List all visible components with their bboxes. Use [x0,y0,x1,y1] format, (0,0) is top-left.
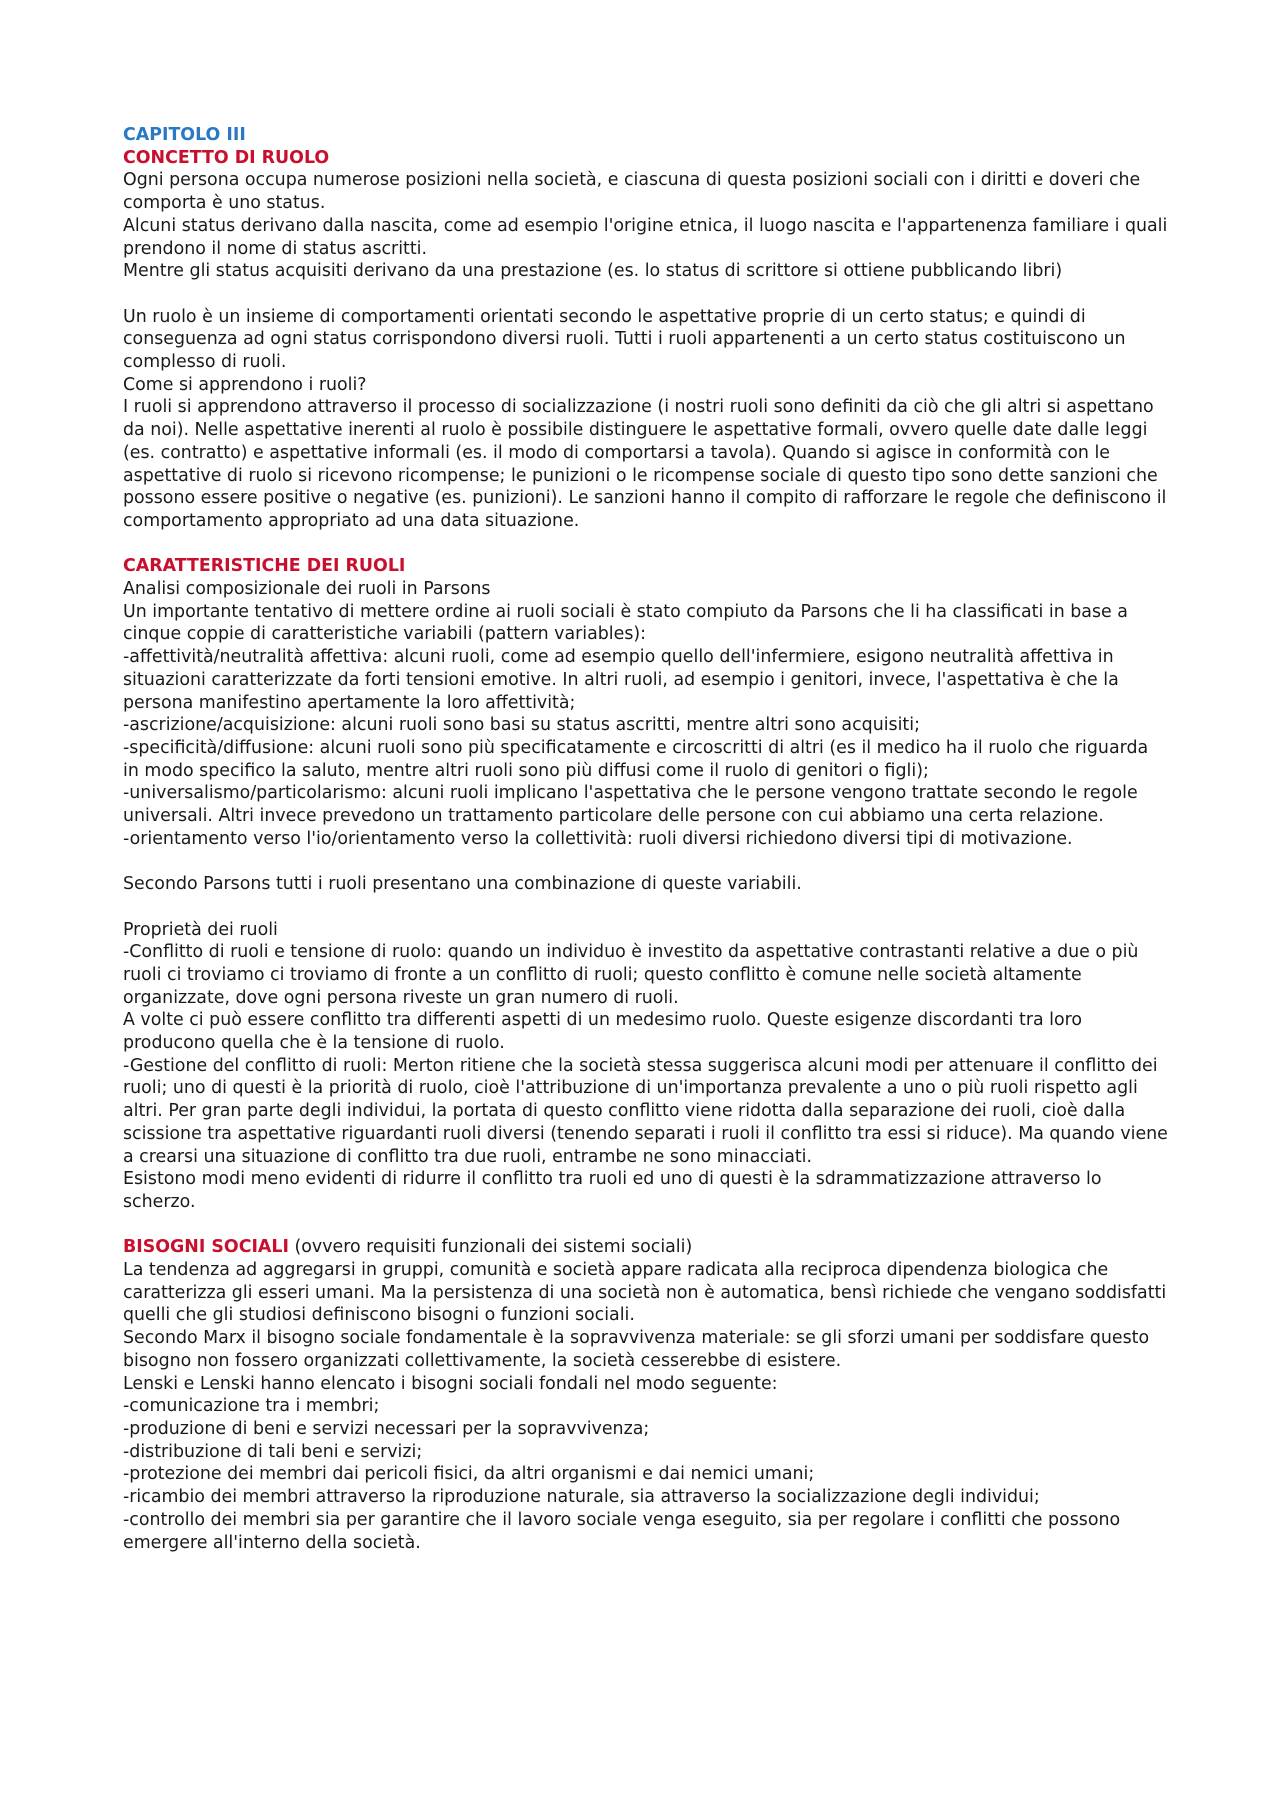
list-item: -comunicazione tra i membri; [123,1396,380,1417]
blank-line [123,850,1168,873]
section-title-concetto-di-ruolo: CONCETTO DI RUOLO [123,147,330,168]
list-item: -Gestione del conflitto di ruoli: Merton ritiene che la società stessa suggerisca alcuni modi per attenuare il conflitto dei ruoli; uno di questi è la priorità di ruolo, cioè l'attribuzione di un'importanza prevalente a uno o più ruoli rispetto agli altri. Per gran parte degli individui, la portata di questo conflitto viene ridotta dalla separazione dei ruoli, cioè dalla scissione tra aspettative riguardanti ruoli diversi (tenendo separati i ruoli il conflitto tra essi si riduce). Ma quando viene a crearsi una situazione di conflitto tra due ruoli, entrambe ne sono minacciati. [123,1055,1168,1167]
chapter-title: CAPITOLO III [123,125,246,145]
paragraph: Esistono modi meno evidenti di ridurre il conflitto tra ruoli ed uno di questi è la sdrammatizzazione attraverso lo scherzo. [123,1169,1102,1212]
paragraph: La tendenza ad aggregarsi in gruppi, comunità e società appare radicata alla reciproca dipendenza biologica che caratterizza gli esseri umani. Ma la persistenza di una società non è automatica, bensì richiede che vengano soddisfatti quelli che gli studiosi definiscono bisogni o funzioni sociali. [123,1260,1167,1326]
list-item: -distribuzione di tali beni e servizi; [123,1441,423,1462]
paragraph: Ogni persona occupa numerose posizioni nella società, e ciascuna di questa posizioni sociali con i diritti e doveri che comporta è uno status. [123,170,1141,214]
list-item: -orientamento verso l'io/orientamento verso la collettività: ruoli diversi richiedono diversi tipi di motivazione. [123,828,1073,849]
subheading: Proprietà dei ruoli [123,919,278,940]
list-item: -produzione di beni e servizi necessari per la sopravvivenza; [123,1419,650,1439]
blank-line [123,896,1168,919]
paragraph: Un importante tentativo di mettere ordine ai ruoli sociali è stato compiuto da Parsons che li ha classificati in base a cinque coppie di caratteristiche variabili (pattern variables): [123,601,1128,645]
section-title-suffix: (ovvero requisiti funzionali dei sistemi sociali) [288,1237,693,1258]
paragraph: Analisi composizionale dei ruoli in Parsons [123,579,491,600]
blank-line [123,1214,1168,1237]
paragraph: Lenski e Lenski hanno elencato i bisogni sociali fondali nel modo seguente: [123,1373,778,1394]
blank-line [123,283,1168,306]
paragraph: Un ruolo è un insieme di comportamenti orientati secondo le aspettative proprie di un certo status; e quindi di conseguenza ad ogni status corrispondono diversi ruoli. Tutti i ruoli appartenenti a un certo status costituiscono un complesso di ruoli. [123,306,1126,373]
paragraph: Mentre gli status acquisiti derivano da una prestazione (es. lo status di scrittore si ottiene pubblicando libri) [123,261,1063,282]
paragraph: A volte ci può essere conflitto tra differenti aspetti di un medesimo ruolo. Queste esigenze discordanti tra loro producono quella che è la tensione di ruolo. [123,1010,1083,1054]
section-title-caratteristiche-dei-ruoli: CARATTERISTICHE DEI RUOLI [123,556,406,577]
paragraph: Secondo Marx il bisogno sociale fondamentale è la sopravvivenza materiale: se gli sforzi umani per soddisfare questo bisogno non fossero organizzati collettivamente, la società cesserebbe di esistere. [123,1328,1150,1371]
list-item: -ricambio dei membri attraverso la riproduzione naturale, sia attraverso la socializzazione degli individui; [123,1487,1040,1508]
document-page [123,124,1168,1554]
list-item: -Conflitto di ruoli e tensione di ruolo: quando un individuo è investito da aspettative contrastanti relative a due o più ruoli ci troviamo ci troviamo di fronte a un conflitto di ruoli; questo conflitto è comune nelle società altamente organizzate, dove ogni persona riveste un gran numero di ruoli. [123,942,1139,1008]
list-item: -ascrizione/acquisizione: alcuni ruoli sono basi su status ascritti, mentre altri sono acquisiti; [123,715,920,736]
blank-line [123,533,1168,556]
section-title-bisogni-sociali: BISOGNI SOCIALI [123,1237,289,1258]
paragraph: Come si apprendono i ruoli? [123,374,367,395]
list-item: -affettività/neutralità affettiva: alcuni ruoli, come ad esempio quello dell'infermiere, esigono neutralità affettiva in situazioni caratterizzate da forti tensioni emotive. In altri ruoli, ad esempio i genitori, invece, l'aspettativa è che la persona manifestino apertamente la loro affettività; [123,647,1119,713]
list-item: -universalismo/particolarismo: alcuni ruoli implicano l'aspettativa che le persone vengono trattate secondo le regole universali. Altri invece prevedono un trattamento particolare delle persone con cui abbiamo una certa relazione. [123,783,1138,827]
paragraph: Alcuni status derivano dalla nascita, come ad esempio l'origine etnica, il luogo nascita e l'appartenenza familiare i quali prendono il nome di status ascritti. [123,215,1168,259]
list-item: -protezione dei membri dai pericoli fisici, da altri organismi e dai nemici umani; [123,1464,815,1485]
paragraph: I ruoli si apprendono attraverso il processo di socializzazione (i nostri ruoli sono definiti da ciò che gli altri si aspettano da noi). Nelle aspettative inerenti al ruolo è possibile distinguere le aspettative formali, ovvero quelle date dalle leggi (es. contratto) e aspettative informali (es. il modo di comportarsi a tavola). Quando si agisce in conformità con le aspettative di ruolo si ricevono ricompense; le punizioni o le ricompense sociale di questo tipo sono dette sanzioni che possono essere positive o negative (es. punizioni). Le sanzioni hanno il compito di rafforzare le regole che definiscono il comportamento appropriato ad una data situazione. [123,397,1167,531]
section-heading-line [123,1236,1168,1259]
paragraph: Secondo Parsons tutti i ruoli presentano una combinazione di queste variabili. [123,874,802,895]
list-item: -controllo dei membri sia per garantire che il lavoro sociale venga eseguito, sia per regolare i conflitti che possono emergere all'interno della società. [123,1509,1121,1553]
list-item: -specificità/diffusione: alcuni ruoli sono più specificatamente e circoscritti di altri (es il medico ha il ruolo che riguarda in modo specifico la saluto, mentre altri ruoli sono più diffusi come il ruolo di genitori o figli); [123,737,1149,781]
